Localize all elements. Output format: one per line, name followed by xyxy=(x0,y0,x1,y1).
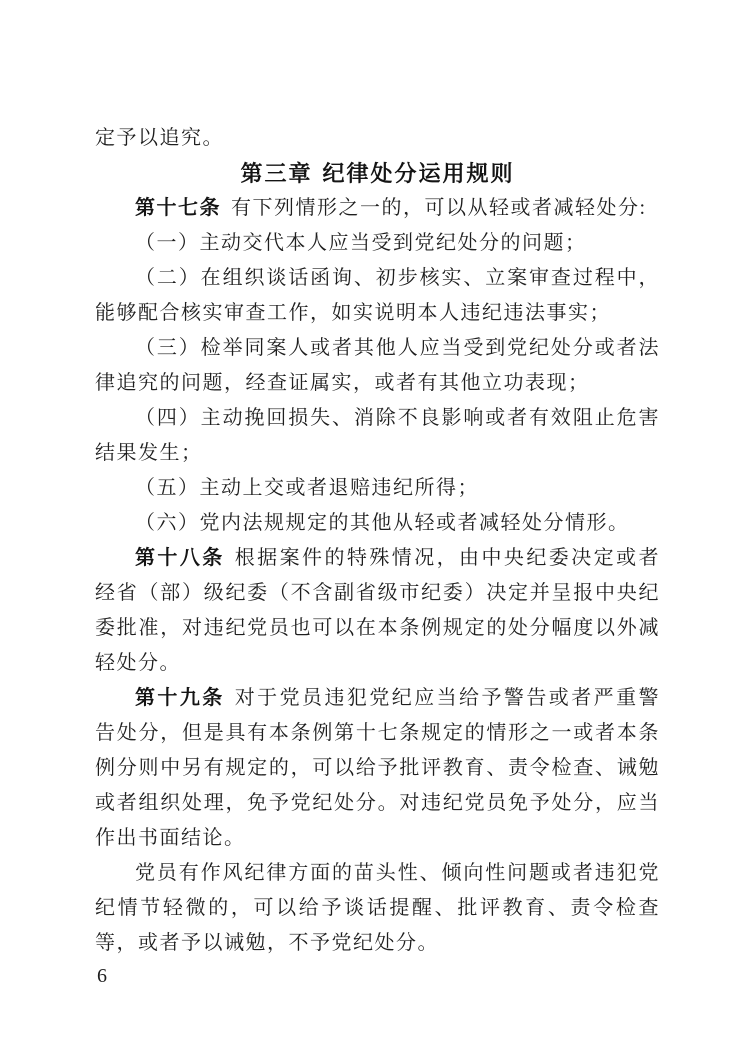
article-18-label: 第十八条 xyxy=(135,547,225,569)
page-number: 6 xyxy=(97,965,107,987)
article-18 xyxy=(95,541,660,681)
article-19 xyxy=(95,681,660,856)
chapter-heading xyxy=(95,156,660,191)
article-17-text: 有下列情形之一的，可以从轻或者减轻处分: xyxy=(231,197,647,219)
article-19-text: 对于党员违犯党纪应当给予警告或者严重警告处分，但是具有本条例第十七条规定的情形之一或者本条例分则中另有规定的，可以给予批评教育、责令检查、诫勉或者组织处理，免予党纪处分。对违纪党员免予处分，应当作出书面结论。 xyxy=(95,687,661,849)
article-18-text: 根据案件的特殊情况，由中央纪委决定或者经省（部）级纪委（不含副省级市纪委）决定并呈报中央纪委批准，对违纪党员也可以在本条例规定的处分幅度以外减轻处分。 xyxy=(95,547,661,674)
chapter-title: 纪律处分运用规则 xyxy=(322,161,515,186)
article-17-item-5: （五）主动上交或者退赔违纪所得； xyxy=(135,477,479,499)
article-19-label: 第十九条 xyxy=(135,687,225,709)
article-17-item-4: （四）主动挽回损失、消除不良影响或者有效阻止危害结果发生； xyxy=(95,407,660,464)
chapter-number: 第三章 xyxy=(240,161,313,186)
continuation-text: 定予以追究。 xyxy=(95,127,224,149)
article-19-paragraph-2: 党员有作风纪律方面的苗头性、倾向性问题或者违犯党纪情节轻微的，可以给予谈话提醒、批评教育、责令检查等，或者予以诫勉，不予党纪处分。 xyxy=(95,862,660,954)
article-17-item-3: （三）检举同案人或者其他人应当受到党纪处分或者法律追究的问题，经查证属实，或者有其他立功表现； xyxy=(95,337,660,394)
article-17-item-6: （六）党内法规规定的其他从轻或者减轻处分情形。 xyxy=(135,512,630,534)
document-body xyxy=(95,121,660,961)
article-17-intro xyxy=(95,191,660,226)
article-17-item-2: （二）在组织谈话函询、初步核实、立案审查过程中，能够配合核实审查工作，如实说明本人违纪违法事实； xyxy=(95,267,660,324)
article-17-item-1: （一）主动交代本人应当受到党纪处分的问题； xyxy=(135,232,587,254)
article-17-label: 第十七条 xyxy=(135,197,221,219)
